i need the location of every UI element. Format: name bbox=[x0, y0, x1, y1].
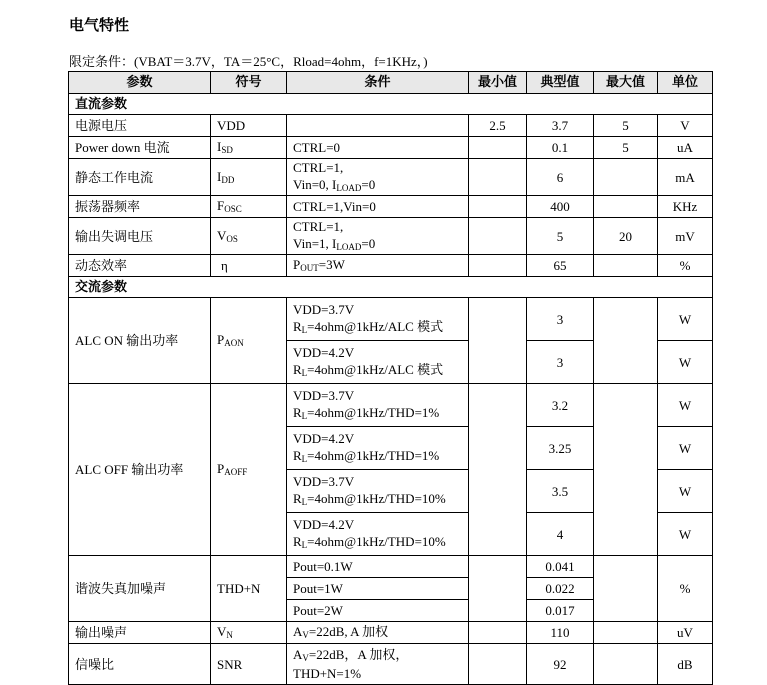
typ-cell: 92 bbox=[527, 644, 594, 685]
electrical-characteristics-table bbox=[68, 71, 713, 685]
max-cell bbox=[594, 384, 658, 556]
condition-cell: $P_{OUT}=3W$ bbox=[287, 255, 469, 277]
typ-cell: 3.7 bbox=[527, 115, 594, 137]
unit-cell: KHz bbox=[658, 196, 713, 218]
min-cell bbox=[469, 159, 527, 196]
typ-cell: 0.022 bbox=[527, 578, 594, 600]
max-cell bbox=[594, 644, 658, 685]
table-row bbox=[69, 644, 713, 685]
dc-section-heading: 直流参数 bbox=[69, 94, 713, 115]
condition-cell: VDD=3.7V $R_L=4ohm@1kHz/THD=1\%$ bbox=[287, 384, 469, 427]
section-title: 电气特性 bbox=[69, 16, 130, 34]
header-condition: 条件 bbox=[287, 72, 469, 94]
param-cell: ALC ON 输出功率 bbox=[69, 298, 211, 384]
table-row bbox=[69, 218, 713, 255]
max-cell bbox=[594, 196, 658, 218]
symbol-cell: $P_{AOFF}$ bbox=[211, 384, 287, 556]
min-cell bbox=[469, 218, 527, 255]
param-cell: 谐波失真加噪声 bbox=[69, 556, 211, 622]
table-row bbox=[69, 159, 713, 196]
symbol-cell: η bbox=[211, 255, 287, 277]
param-cell: 信噪比 bbox=[69, 644, 211, 685]
typ-cell: 3.25 bbox=[527, 427, 594, 470]
unit-cell: W bbox=[658, 427, 713, 470]
header-param: 参数 bbox=[69, 72, 211, 94]
condition-cell: $A_V=22dB$, A 加权 bbox=[287, 622, 469, 644]
unit-cell: uV bbox=[658, 622, 713, 644]
min-cell bbox=[469, 644, 527, 685]
typ-cell: 3 bbox=[527, 298, 594, 341]
symbol-cell: $V_N$ bbox=[211, 622, 287, 644]
param-cell: 输出噪声 bbox=[69, 622, 211, 644]
unit-cell: dB bbox=[658, 644, 713, 685]
condition-cell: VDD=3.7V $R_L=4ohm@1kHz$/ALC 模式 bbox=[287, 298, 469, 341]
max-cell bbox=[594, 556, 658, 622]
symbol-cell: $F_{OSC}$ bbox=[211, 196, 287, 218]
typ-cell: 4 bbox=[527, 513, 594, 556]
table-row bbox=[69, 298, 713, 341]
table-row bbox=[69, 115, 713, 137]
ac-section-heading: 交流参数 bbox=[69, 277, 713, 298]
unit-cell: uA bbox=[658, 137, 713, 159]
condition-cell: VDD=3.7V $R_L=4ohm@1kHz/THD=10\%$ bbox=[287, 470, 469, 513]
condition-cell: CTRL=1, Vin=1, $I_{LOAD}=0$ bbox=[287, 218, 469, 255]
unit-cell: mA bbox=[658, 159, 713, 196]
header-unit: 单位 bbox=[658, 72, 713, 94]
header-min: 最小值 bbox=[469, 72, 527, 94]
min-cell bbox=[469, 196, 527, 218]
unit-cell: % bbox=[658, 255, 713, 277]
typ-cell: 3.2 bbox=[527, 384, 594, 427]
symbol-cell: $P_{AON}$ bbox=[211, 298, 287, 384]
unit-cell: W bbox=[658, 298, 713, 341]
max-cell: 20 bbox=[594, 218, 658, 255]
condition-cell: CTRL=1,Vin=0 bbox=[287, 196, 469, 218]
symbol-cell: THD+N bbox=[211, 556, 287, 622]
max-cell bbox=[594, 255, 658, 277]
table-row bbox=[69, 196, 713, 218]
symbol-cell: $V_{OS}$ bbox=[211, 218, 287, 255]
typ-cell: 3.5 bbox=[527, 470, 594, 513]
min-cell bbox=[469, 298, 527, 384]
max-cell bbox=[594, 622, 658, 644]
condition-cell: VDD=4.2V $R_L=4ohm@1kHz/THD=10\%$ bbox=[287, 513, 469, 556]
typ-cell: 400 bbox=[527, 196, 594, 218]
typ-cell: 65 bbox=[527, 255, 594, 277]
max-cell: 5 bbox=[594, 137, 658, 159]
symbol-cell: $I_{DD}$ bbox=[211, 159, 287, 196]
typ-cell: 3 bbox=[527, 341, 594, 384]
param-cell: 振荡器频率 bbox=[69, 196, 211, 218]
unit-cell: W bbox=[658, 470, 713, 513]
test-conditions: 限定条件：(VBAT＝3.7V，TA＝25°C，Rload=4ohm，f=1KHz，) bbox=[69, 54, 428, 69]
condition-cell: Pout=2W bbox=[287, 600, 469, 622]
condition-cell: $A_V=22dB$，A 加权， THD+N=1% bbox=[287, 644, 469, 685]
min-cell bbox=[469, 622, 527, 644]
min-cell bbox=[469, 384, 527, 556]
typ-cell: 6 bbox=[527, 159, 594, 196]
condition-cell: VDD=4.2V $R_L=4ohm@1kHz/THD=1\%$ bbox=[287, 427, 469, 470]
param-cell: 静态工作电流 bbox=[69, 159, 211, 196]
table-row bbox=[69, 137, 713, 159]
min-cell: 2.5 bbox=[469, 115, 527, 137]
symbol-cell: $I_{SD}$ bbox=[211, 137, 287, 159]
unit-cell: W bbox=[658, 384, 713, 427]
unit-cell: % bbox=[658, 556, 713, 622]
min-cell bbox=[469, 556, 527, 622]
typ-cell: 5 bbox=[527, 218, 594, 255]
unit-cell: W bbox=[658, 341, 713, 384]
typ-cell: 0.041 bbox=[527, 556, 594, 578]
param-cell: 输出失调电压 bbox=[69, 218, 211, 255]
table-row bbox=[69, 255, 713, 277]
header-max: 最大值 bbox=[594, 72, 658, 94]
condition-cell: Pout=0.1W bbox=[287, 556, 469, 578]
condition-cell: Pout=1W bbox=[287, 578, 469, 600]
header-row bbox=[69, 72, 713, 94]
symbol-cell: VDD bbox=[211, 115, 287, 137]
condition-cell bbox=[287, 115, 469, 137]
max-cell bbox=[594, 159, 658, 196]
header-symbol: 符号 bbox=[211, 72, 287, 94]
param-cell: Power down 电流 bbox=[69, 137, 211, 159]
unit-cell: mV bbox=[658, 218, 713, 255]
typ-cell: 0.017 bbox=[527, 600, 594, 622]
table-row bbox=[69, 556, 713, 578]
unit-cell: V bbox=[658, 115, 713, 137]
condition-cell: VDD=4.2V $R_L=4ohm@1kHz$/ALC 模式 bbox=[287, 341, 469, 384]
max-cell bbox=[594, 298, 658, 384]
max-cell: 5 bbox=[594, 115, 658, 137]
unit-cell: W bbox=[658, 513, 713, 556]
param-cell: ALC OFF 输出功率 bbox=[69, 384, 211, 556]
symbol-cell: SNR bbox=[211, 644, 287, 685]
min-cell bbox=[469, 255, 527, 277]
param-cell: 电源电压 bbox=[69, 115, 211, 137]
header-typ: 典型值 bbox=[527, 72, 594, 94]
min-cell bbox=[469, 137, 527, 159]
typ-cell: 0.1 bbox=[527, 137, 594, 159]
table-row bbox=[69, 622, 713, 644]
condition-cell: CTRL=1, Vin=0, $I_{LOAD}=0$ bbox=[287, 159, 469, 196]
table-row bbox=[69, 384, 713, 427]
typ-cell: 110 bbox=[527, 622, 594, 644]
param-cell: 动态效率 bbox=[69, 255, 211, 277]
condition-cell: CTRL=0 bbox=[287, 137, 469, 159]
